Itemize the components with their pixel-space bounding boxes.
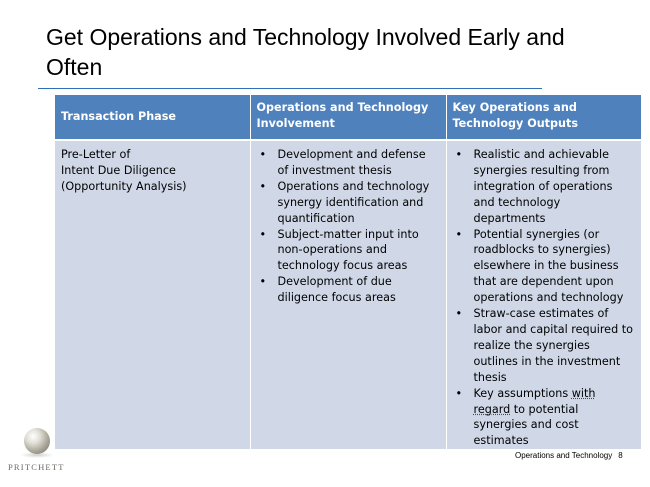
bullet-icon: • (455, 148, 463, 161)
pritchett-orb-icon (24, 428, 50, 454)
list-item (257, 147, 440, 179)
bullet-icon: • (259, 227, 267, 241)
table-row (55, 140, 641, 449)
phase-line: Pre-Letter of (61, 148, 131, 161)
header-transaction-phase: Transaction Phase (55, 95, 250, 140)
list-item-text: Subject-matter input into non-operations and technology focus areas (277, 227, 419, 273)
spellcheck-flagged-text: with regard (473, 386, 596, 416)
involvement-list (257, 147, 440, 306)
bullet-icon: • (259, 275, 267, 289)
list-item-text: Development of due diligence focus areas (277, 275, 396, 305)
list-item-text: Realistic and achievable synergies resulting from integration of operations and technology departments (473, 148, 613, 225)
footer-section-label: Operations and Technology (515, 451, 613, 460)
page-number: 8 (618, 451, 623, 460)
list-item (453, 147, 636, 227)
logo-wordmark: PRITCHETT (8, 462, 65, 472)
list-item (257, 227, 440, 275)
bullet-icon: • (259, 179, 267, 193)
list-item-text (474, 387, 596, 448)
slide-title: Get Operations and Technology Involved Early and Often (46, 24, 565, 80)
list-item (453, 227, 636, 307)
bullet-icon: • (455, 386, 463, 400)
bullet-icon: • (455, 227, 463, 241)
diligence-table (55, 95, 641, 449)
list-item (453, 306, 636, 386)
list-item-text: Operations and technology synergy identification and quantification (277, 179, 430, 225)
header-ops-tech-involvement: Operations and Technology Involvement (250, 95, 446, 140)
list-item (257, 274, 440, 306)
phase-cell (55, 140, 250, 449)
list-item (257, 179, 440, 227)
phase-line: (Opportunity Analysis) (61, 179, 187, 193)
outputs-cell (446, 140, 641, 449)
list-item-text: Potential synergies (or roadblocks to synergies) elsewhere in the business that are dependent upon operations and technology (473, 227, 624, 305)
list-item-text-part: Key assumptions (473, 386, 572, 400)
title-divider (38, 88, 542, 89)
slide-footer (515, 451, 635, 460)
table-header-row (55, 95, 641, 140)
bullet-icon: • (455, 307, 463, 321)
header-key-outputs: Key Operations and Technology Outputs (446, 95, 641, 140)
list-item-text: Straw-case estimates of labor and capital required to realize the synergies outlines in the investment thesis (473, 307, 633, 384)
involvement-cell (250, 140, 446, 449)
list-item (453, 386, 636, 450)
outputs-list (453, 147, 636, 449)
list-item-text: Development and defense of investment thesis (277, 148, 426, 177)
list-item-text-part: to potential synergies and cost estimates (473, 402, 579, 448)
bullet-icon: • (259, 148, 267, 161)
phase-line: Intent Due Diligence (61, 163, 176, 177)
